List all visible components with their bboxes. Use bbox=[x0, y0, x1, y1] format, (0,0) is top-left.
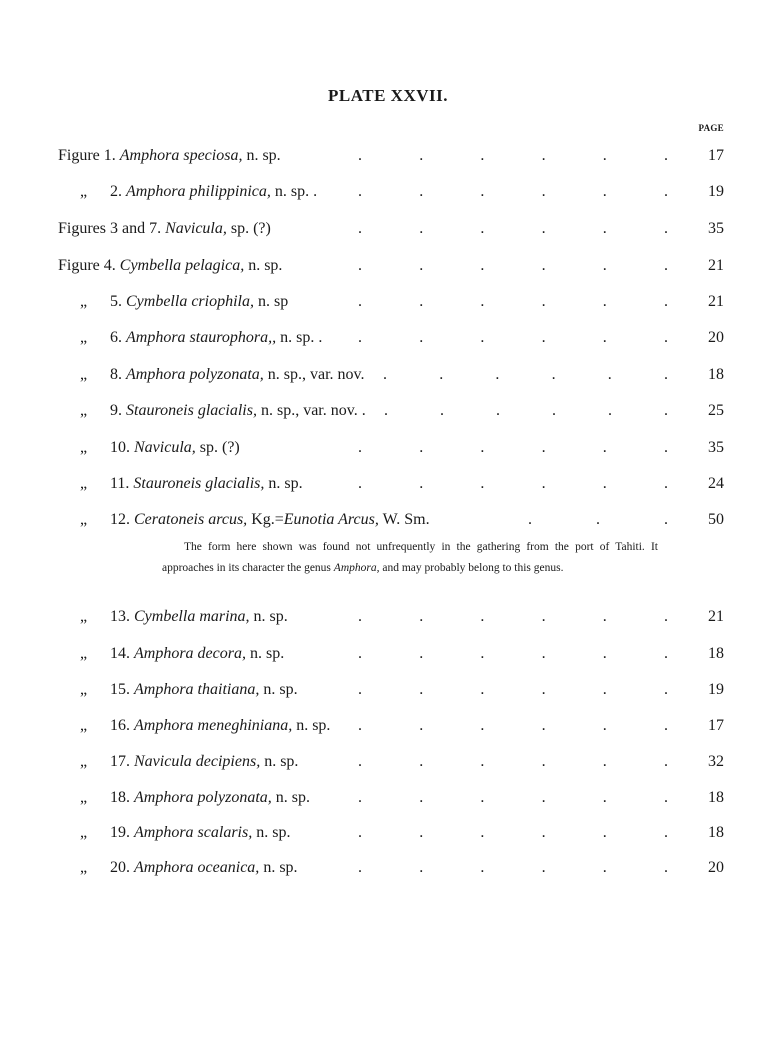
leader-dots: . . . . . . bbox=[358, 293, 668, 310]
figure-entry bbox=[58, 786, 724, 810]
leader-dots: . . . . . . bbox=[358, 681, 668, 698]
figure-12-note bbox=[162, 537, 658, 579]
leader-dots: . . . . . . bbox=[358, 329, 668, 346]
entry-text bbox=[58, 254, 282, 278]
page-number: 21 bbox=[708, 293, 724, 310]
figure-number: 20. bbox=[110, 859, 130, 876]
page-number: 17 bbox=[708, 717, 724, 734]
species-name: Cymbella marina, bbox=[134, 608, 250, 625]
leader-dots: . . . . . . bbox=[358, 717, 668, 734]
ditto-mark: „ bbox=[80, 183, 88, 200]
page-number: 18 bbox=[708, 789, 724, 806]
page-number: 50 bbox=[708, 511, 724, 528]
page-number: 20 bbox=[708, 329, 724, 346]
species-name: Amphora oceanica, bbox=[134, 859, 260, 876]
ditto-mark: „ bbox=[80, 366, 88, 383]
figure-entry bbox=[58, 856, 724, 880]
page-number: 20 bbox=[708, 859, 724, 876]
leader-dots: . . . . . . bbox=[358, 824, 668, 841]
synonym-name: Eunotia Arcus, bbox=[283, 511, 379, 528]
page-number: 18 bbox=[708, 824, 724, 841]
species-qualifier: n. sp. bbox=[249, 608, 288, 625]
leader-dots: . . . . . . bbox=[358, 645, 668, 662]
species-name: Navicula decipiens, bbox=[134, 753, 261, 770]
leader-dots: . . . . . . bbox=[358, 789, 668, 806]
species-qualifier: n. sp. . bbox=[276, 329, 323, 346]
ditto-mark: „ bbox=[80, 717, 88, 734]
entry-text bbox=[80, 714, 330, 738]
page-number: 19 bbox=[708, 681, 724, 698]
figure-entry bbox=[58, 290, 724, 314]
species-qualifier: n. sp. bbox=[245, 645, 285, 662]
figure-entry bbox=[58, 605, 724, 629]
page-number: 18 bbox=[708, 645, 724, 662]
species-name: Cymbella pelagica, bbox=[119, 257, 245, 274]
leader-dots: . . . . . . bbox=[358, 439, 668, 456]
synonym-author: W. Sm. bbox=[378, 511, 430, 528]
ditto-mark: „ bbox=[80, 511, 88, 528]
leader-dots: . . . . . . bbox=[383, 366, 668, 383]
page-number: 19 bbox=[708, 183, 724, 200]
entry-text bbox=[80, 326, 322, 350]
entry-text bbox=[80, 856, 298, 880]
entry-text bbox=[80, 399, 366, 423]
figure-entry bbox=[58, 399, 724, 423]
ditto-mark: „ bbox=[80, 824, 88, 841]
figure-number: 2. bbox=[110, 183, 122, 200]
figure-number: 12. bbox=[110, 511, 130, 528]
figure-number: 13. bbox=[110, 608, 130, 625]
species-qualifier: n. sp. bbox=[242, 147, 281, 164]
species-name: Navicula, bbox=[165, 220, 227, 237]
species-name: Amphora meneghiniana, bbox=[134, 717, 293, 734]
figure-number: 14. bbox=[110, 645, 130, 662]
entry-text bbox=[80, 472, 303, 496]
ditto-mark: „ bbox=[80, 789, 88, 806]
ditto-mark: „ bbox=[80, 402, 88, 419]
figure-number: 5. bbox=[110, 293, 122, 310]
figure-entry bbox=[58, 678, 724, 702]
ditto-mark: „ bbox=[80, 645, 88, 662]
figure-number: 8. bbox=[110, 366, 122, 383]
figure-entry bbox=[58, 326, 724, 350]
species-name: Cymbella criophila, bbox=[126, 293, 254, 310]
entry-text bbox=[80, 786, 310, 810]
figure-entry bbox=[58, 642, 724, 666]
entry-text bbox=[80, 436, 240, 460]
figure-number: 15. bbox=[110, 681, 130, 698]
species-name: Amphora thaitiana, bbox=[134, 681, 260, 698]
page-number: 25 bbox=[708, 402, 724, 419]
ditto-mark: „ bbox=[80, 439, 88, 456]
figure-entry bbox=[58, 254, 724, 278]
note-text-2: and may probably belong to this genus. bbox=[379, 562, 564, 574]
figure-entry bbox=[58, 217, 724, 241]
figure-number: 9. bbox=[110, 402, 122, 419]
leader-dots: . . . . . . bbox=[358, 859, 668, 876]
leader-dots: . . . . . . bbox=[358, 608, 668, 625]
species-name: Amphora speciosa, bbox=[119, 147, 243, 164]
figure-label: Figures 3 and 7. bbox=[58, 220, 162, 237]
species-name: Stauroneis glacialis, bbox=[133, 475, 265, 492]
species-qualifier: Kg.= bbox=[247, 511, 284, 528]
species-name: Amphora philippinica, bbox=[126, 183, 271, 200]
page-number: 21 bbox=[708, 608, 724, 625]
ditto-mark: „ bbox=[80, 608, 88, 625]
species-qualifier: n. sp. . bbox=[270, 183, 318, 200]
species-qualifier: n. sp., var. nov. bbox=[263, 366, 365, 383]
entry-text bbox=[80, 363, 365, 387]
species-qualifier: n. sp. bbox=[292, 717, 331, 734]
page-number: 21 bbox=[708, 257, 724, 274]
species-qualifier: sp. (?) bbox=[195, 439, 240, 456]
entry-text bbox=[58, 217, 271, 241]
figure-entry bbox=[58, 472, 724, 496]
page-number: 18 bbox=[708, 366, 724, 383]
figure-number: 17. bbox=[110, 753, 130, 770]
species-qualifier: sp. (?) bbox=[226, 220, 271, 237]
note-text-1: The form here shown was found not unfrequently in the gathering from the port of Tahiti. It approaches in its character the genus bbox=[162, 541, 658, 574]
entry-text bbox=[80, 180, 317, 204]
page-number: 17 bbox=[708, 147, 724, 164]
species-qualifier: n. sp. bbox=[271, 789, 311, 806]
ditto-mark: „ bbox=[80, 753, 88, 770]
leader-dots: . . . . . . bbox=[358, 183, 668, 200]
species-name: Amphora scalaris, bbox=[134, 824, 253, 841]
figure-entry bbox=[58, 363, 724, 387]
figure-number: 16. bbox=[110, 717, 130, 734]
species-name: Amphora polyzonata, bbox=[134, 789, 272, 806]
species-qualifier: n. sp. bbox=[252, 824, 291, 841]
entry-text bbox=[80, 678, 298, 702]
ditto-mark: „ bbox=[80, 475, 88, 492]
entry-text bbox=[80, 605, 288, 629]
entry-text bbox=[80, 642, 284, 666]
page-column-heading: PAGE bbox=[698, 123, 724, 133]
figure-number: 11. bbox=[110, 475, 130, 492]
species-qualifier: n. sp. bbox=[259, 681, 298, 698]
figure-entry bbox=[58, 821, 724, 845]
species-qualifier: n. sp. bbox=[244, 257, 283, 274]
figure-entry bbox=[58, 436, 724, 460]
leader-dots: . . . . . . bbox=[358, 147, 668, 164]
entry-text bbox=[80, 821, 290, 845]
entry-text bbox=[80, 290, 288, 314]
figure-label: Figure 4. bbox=[58, 257, 116, 274]
page-number: 35 bbox=[708, 220, 724, 237]
leader-dots: . . . . . . bbox=[384, 402, 668, 419]
ditto-mark: „ bbox=[80, 329, 88, 346]
leader-dots: . . . . . . bbox=[358, 220, 668, 237]
figure-number: 19. bbox=[110, 824, 130, 841]
species-name: Amphora polyzonata, bbox=[126, 366, 264, 383]
figure-entry bbox=[58, 180, 724, 204]
page-number: 24 bbox=[708, 475, 724, 492]
leader-dots: . . . . . . bbox=[358, 753, 668, 770]
entry-text bbox=[58, 144, 281, 168]
species-name: Ceratoneis arcus, bbox=[134, 511, 248, 528]
figure-entry bbox=[58, 144, 724, 168]
figure-number: 18. bbox=[110, 789, 130, 806]
entry-text bbox=[80, 750, 298, 774]
species-qualifier: n. sp. bbox=[260, 753, 299, 770]
species-qualifier: n. sp., var. nov. . bbox=[256, 402, 366, 419]
species-name: Amphora staurophora,, bbox=[126, 329, 277, 346]
page-number: 32 bbox=[708, 753, 724, 770]
species-name: Stauroneis glacialis, bbox=[126, 402, 257, 419]
figure-entry bbox=[58, 508, 724, 532]
note-genus: Amphora, bbox=[333, 562, 380, 574]
page-number: 35 bbox=[708, 439, 724, 456]
figure-entry bbox=[58, 750, 724, 774]
entry-text bbox=[80, 508, 430, 532]
figure-label: Figure 1. bbox=[58, 147, 116, 164]
leader-dots: . . . . . . bbox=[358, 475, 668, 492]
species-qualifier: n. sp bbox=[253, 293, 289, 310]
ditto-mark: „ bbox=[80, 293, 88, 310]
species-name: Navicula, bbox=[134, 439, 196, 456]
species-qualifier: n. sp. bbox=[264, 475, 303, 492]
ditto-mark: „ bbox=[80, 859, 88, 876]
leader-dots: . . . . . . bbox=[358, 257, 668, 274]
ditto-mark: „ bbox=[80, 681, 88, 698]
figure-entry bbox=[58, 714, 724, 738]
species-name: Amphora decora, bbox=[134, 645, 246, 662]
figure-number: 10. bbox=[110, 439, 130, 456]
leader-dots: . . . bbox=[528, 511, 668, 528]
species-qualifier: n. sp. bbox=[259, 859, 298, 876]
figure-number: 6. bbox=[110, 329, 122, 346]
plate-title: PLATE XXVII. bbox=[328, 86, 448, 105]
